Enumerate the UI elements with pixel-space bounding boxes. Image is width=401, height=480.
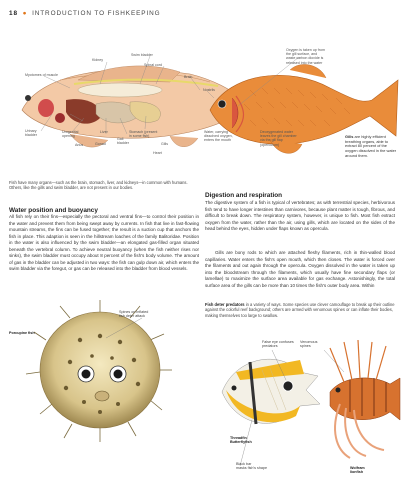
lionfish-shape: [330, 340, 400, 458]
digestion-text-2: Gills are bony rods to which are attached fleshy filaments, rich in thin-walled blood capillaries. Water enters the fish's open mouth, which then closes. The water is forced over the filaments and out again through the opercula. Oxygen dissolved in the water is taken up into the bloodstream through the filaments, which usually have fine secondary flaps (or lamellae) to maximize the surface area available for gas exchange. Astonishingly, the total surface area of the gills can be more than 10 times the fish's outer body area. Within: [205, 250, 395, 288]
butterflyfish-name: Threadfin Butterflyfish: [230, 436, 252, 445]
gills-caption-bold: Gills: [345, 134, 354, 139]
false-eye-label: False eye confuses predators: [262, 340, 294, 349]
label-heart: Heart: [153, 151, 162, 155]
gills-caption-text: are highly efficient breathing organs, able to extract 80 percent of the oxygen dissolved in the water around them.: [345, 134, 397, 158]
porcupine-fish-image: [0, 290, 200, 480]
label-swim-bladder: Swim bladder: [131, 53, 153, 57]
digestion-heading: Digestion and respiration: [205, 192, 283, 199]
defense-caption-text: in a variety of ways. Some species use clever camouflage to break up their outline against the colorful reef background; others are armed with venomous spines or can inflate their bodies, making themselves too large to swallow.: [205, 302, 395, 318]
lionfish-name: Wolfram lionfish: [350, 466, 365, 475]
label-kidney: Kidney: [92, 58, 103, 62]
buoyancy-heading: Water position and buoyancy: [9, 207, 98, 214]
heart-shape: [55, 113, 65, 123]
label-deoxygenated-water: Deoxygenated water leaves the gill chamber via the gill flap (operculum): [260, 130, 297, 147]
label-gills: Gills: [161, 142, 168, 146]
defense-caption: [205, 302, 395, 318]
page-number: 18: [9, 10, 18, 17]
label-myotomes: Myotomes of muscle: [25, 73, 58, 77]
label-water-enters: Water, carrying dissolved oxygen, enters the mouth: [204, 130, 233, 143]
label-spinal-cord: Spinal cord: [144, 63, 162, 67]
swim-bladder-shape: [78, 83, 162, 97]
label-gonad: Gonad: [95, 142, 106, 146]
label-nostrils: Nostrils: [203, 88, 215, 92]
label-liver: Liver: [100, 130, 108, 134]
digestion-text: The digestive system of a fish is typical of vertebrates; as with terrestrial species, herbivorous fish tend to have longer intestines than carnivores, because plant matter is tough, fibrous, and difficult to break down. The respiratory system, however, is unique to fish. Most fish extract oxygen from the water, rather than the air, using gills, which are located on the sides of the head behind the eyes, hidden under flaps known as opercula.: [205, 200, 395, 232]
porcupine-fish-name: Porcupine fish: [9, 331, 35, 335]
label-urinary-bladder: Urinary bladder: [25, 129, 37, 138]
intro-caption: Fish have many organs—such as the brain, stomach, liver, and kidneys—in common with humans. Others, like the gills and swim bladder, are not present in our bodies.: [9, 180, 188, 191]
label-stomach: Stomach (present in some fish): [129, 130, 158, 139]
black-bar-label: Black bar masks fish's shape: [236, 462, 268, 471]
gills-caption: [345, 135, 399, 159]
label-urogenital: Urogenital opening: [62, 130, 79, 139]
label-anus: Anus: [75, 143, 84, 147]
label-brain: Brain: [184, 75, 193, 79]
buoyancy-text: All fish rely on their fins—especially the pectoral and ventral fins—to control their position in the water and prevent them from being swept away by currents. In fish that live in fast-flowing mountain streams, the fins can be fused together; the result is a suction cup that anchors the fish in place. This adaption is seen in the hillstream loaches of the family Balitoridae. Position in the water is also influenced by the swim bladder—an elongated gas-filled organ situated beneath the vertebral column. To achieve neutral buoyancy (when the fish neither rises nor sinks), the swim bladder must occupy about 8 percent of the fish's body volume. The amount of gas in the bladder can be adjusted in two ways: the fish can gulp down air, which enters the swim bladder via the foregut, or gas can be released into the bladder from blood vessels.: [9, 214, 199, 272]
venomous-spines-label: Venomous spines: [300, 340, 318, 349]
section-title: INTRODUCTION TO FISHKEEPING: [32, 10, 161, 17]
separator-dot: ●: [22, 10, 28, 17]
butterflyfish-shape: [222, 359, 320, 424]
defense-caption-bold: Fish deter predators: [205, 302, 245, 307]
label-oxygen-taken-up: Oxygen is taken up from the gill surface, and waste carbon dioxide is released into the water: [286, 48, 325, 65]
reef-fish-image: [200, 330, 401, 480]
label-gall-bladder: Gall bladder: [117, 137, 129, 146]
anatomy-figure: [0, 26, 401, 191]
page-header: [9, 10, 161, 17]
porcupine-spines-label: Spines on inflated fish deter attack: [119, 310, 149, 319]
